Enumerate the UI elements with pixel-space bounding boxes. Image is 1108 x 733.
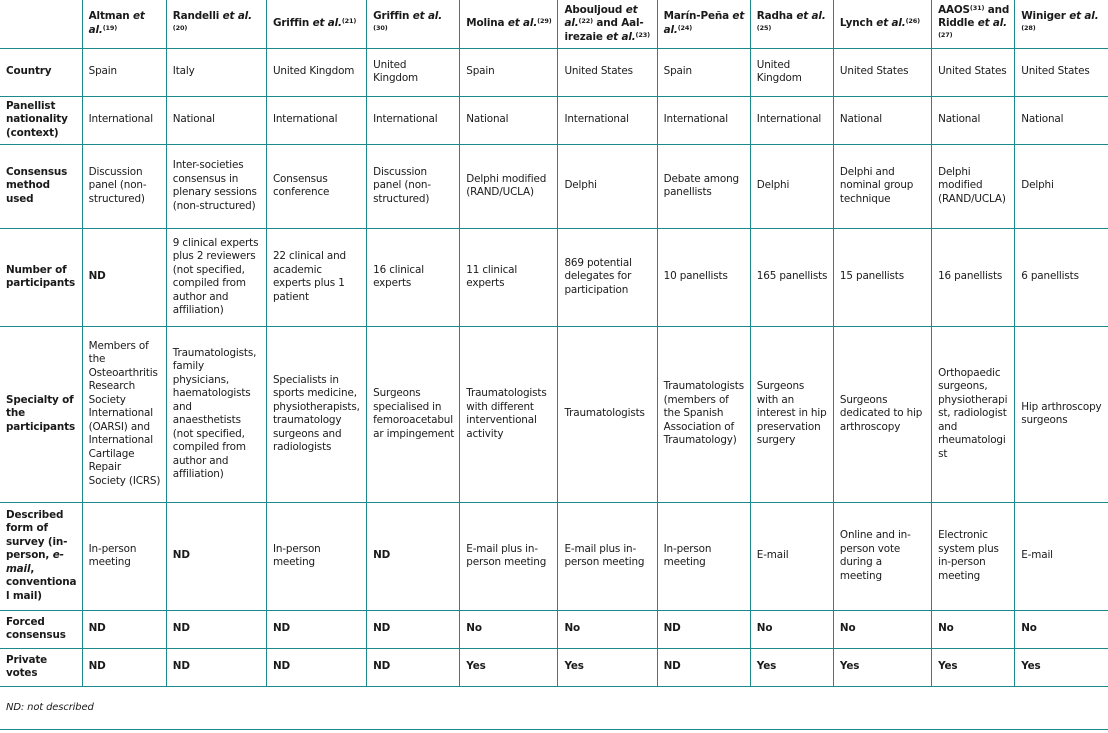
row-label: Private votes — [0, 648, 82, 686]
column-header: Radha et al.$^{(25)}$ — [750, 0, 833, 48]
header-row — [0, 0, 1108, 48]
cell: Surgeons specialised in femoroacetabular impingement — [367, 326, 460, 502]
cell: Discussion panel (non-structured) — [367, 144, 460, 228]
cell: Delphi and nominal group technique — [833, 144, 931, 228]
cell: Consensus conference — [266, 144, 366, 228]
cell: Delphi modified (RAND/UCLA) — [932, 144, 1015, 228]
cell: No — [833, 610, 931, 648]
row-label: Country — [0, 48, 82, 96]
row-panellist-nationality — [0, 96, 1108, 144]
cell: 6 panellists — [1015, 228, 1108, 326]
cell: United States — [558, 48, 657, 96]
cell: 9 clinical experts plus 2 reviewers (not specified, compiled from author and affiliation) — [166, 228, 266, 326]
corner-cell — [0, 0, 82, 48]
cell: Hip arthroscopy surgeons — [1015, 326, 1108, 502]
cell: ND — [82, 228, 166, 326]
column-header: Winiger et al.$^{(28)}$ — [1015, 0, 1108, 48]
cell: Spain — [657, 48, 750, 96]
cell: ND — [82, 610, 166, 648]
row-label: Specialty of the participants — [0, 326, 82, 502]
cell: 869 potential delegates for participation — [558, 228, 657, 326]
row-private-votes — [0, 648, 1108, 686]
cell: National — [460, 96, 558, 144]
column-header: Griffin et al.$^{(30)}$ — [367, 0, 460, 48]
cell: Traumatologists with different interventional activity — [460, 326, 558, 502]
cell: No — [558, 610, 657, 648]
row-forced-consensus — [0, 610, 1108, 648]
cell: 16 clinical experts — [367, 228, 460, 326]
cell: National — [1015, 96, 1108, 144]
cell: Spain — [460, 48, 558, 96]
cell: Italy — [166, 48, 266, 96]
cell: ND — [166, 648, 266, 686]
cell: 11 clinical experts — [460, 228, 558, 326]
column-header: Altman et al.$^{(19)}$ — [82, 0, 166, 48]
cell: 15 panellists — [833, 228, 931, 326]
row-label: Panellist nationality (context) — [0, 96, 82, 144]
row-label: Forced consensus — [0, 610, 82, 648]
row-label: Described form of survey (in-person, e-mail, conventional mail) — [0, 502, 82, 610]
cell: ND — [367, 648, 460, 686]
cell: ND — [367, 502, 460, 610]
cell: United States — [1015, 48, 1108, 96]
cell: ND — [657, 610, 750, 648]
cell: ND — [166, 502, 266, 610]
cell: Surgeons dedicated to hip arthroscopy — [833, 326, 931, 502]
table-footnote: ND: not described — [0, 686, 1108, 729]
cell: 22 clinical and academic experts plus 1 patient — [266, 228, 366, 326]
cell: Yes — [932, 648, 1015, 686]
cell: United States — [833, 48, 931, 96]
cell: E-mail — [1015, 502, 1108, 610]
cell: Debate among panellists — [657, 144, 750, 228]
cell: International — [367, 96, 460, 144]
cell: Inter-societies consensus in plenary sessions (non-structured) — [166, 144, 266, 228]
cell: Delphi — [750, 144, 833, 228]
cell: Delphi — [1015, 144, 1108, 228]
row-survey-form — [0, 502, 1108, 610]
cell: ND — [367, 610, 460, 648]
cell: Traumatologists — [558, 326, 657, 502]
cell: Yes — [1015, 648, 1108, 686]
cell: International — [266, 96, 366, 144]
cell: No — [932, 610, 1015, 648]
cell: National — [166, 96, 266, 144]
cell: United Kingdom — [750, 48, 833, 96]
cell: In-person meeting — [266, 502, 366, 610]
cell: Orthopaedic surgeons, physiotherapist, radiologist and rheumatologist — [932, 326, 1015, 502]
cell: Traumatologists, family physicians, haematologists and anaesthetists (not specified, compiled from author and affiliation) — [166, 326, 266, 502]
cell: ND — [266, 648, 366, 686]
row-number-of-participants — [0, 228, 1108, 326]
column-header: Randelli et al.$^{(20)}$ — [166, 0, 266, 48]
column-header: Molina et al.$^{(29)}$ — [460, 0, 558, 48]
cell: 165 panellists — [750, 228, 833, 326]
cell: 10 panellists — [657, 228, 750, 326]
column-header: Lynch et al.$^{(26)}$ — [833, 0, 931, 48]
cell: In-person meeting — [657, 502, 750, 610]
cell: Online and in-person vote during a meeting — [833, 502, 931, 610]
cell: National — [932, 96, 1015, 144]
cell: Members of the Osteoarthritis Research Society International (OARSI) and International Cartilage Repair Society (ICRS) — [82, 326, 166, 502]
cell: Surgeons with an interest in hip preservation surgery — [750, 326, 833, 502]
column-header: Griffin et al.$^{(21)}$ — [266, 0, 366, 48]
cell: International — [750, 96, 833, 144]
row-consensus-method — [0, 144, 1108, 228]
column-header: AAOS$^{(31)}$ and Riddle et al.$^{(27)}$ — [932, 0, 1015, 48]
cell: Traumatologists (members of the Spanish Association of Traumatology) — [657, 326, 750, 502]
cell: Spain — [82, 48, 166, 96]
column-header: Abouljoud et al.$^{(22)}$ and Aal-irezaie et al.$^{(23)}$ — [558, 0, 657, 48]
cell: ND — [266, 610, 366, 648]
cell: International — [657, 96, 750, 144]
cell: Electronic system plus in-person meeting — [932, 502, 1015, 610]
cell: 16 panellists — [932, 228, 1015, 326]
cell: Delphi — [558, 144, 657, 228]
cell: Discussion panel (non-structured) — [82, 144, 166, 228]
cell: E-mail plus in-person meeting — [460, 502, 558, 610]
cell: United Kingdom — [266, 48, 366, 96]
row-label: Number of participants — [0, 228, 82, 326]
cell: International — [558, 96, 657, 144]
column-header: Marín-Peña et al.$^{(24)}$ — [657, 0, 750, 48]
cell: United Kingdom — [367, 48, 460, 96]
cell: Yes — [460, 648, 558, 686]
cell: E-mail plus in-person meeting — [558, 502, 657, 610]
footnote-row — [0, 686, 1108, 729]
row-specialty — [0, 326, 1108, 502]
cell: No — [1015, 610, 1108, 648]
cell: In-person meeting — [82, 502, 166, 610]
cell: National — [833, 96, 931, 144]
cell: ND — [657, 648, 750, 686]
cell: Yes — [750, 648, 833, 686]
cell: No — [460, 610, 558, 648]
row-label: Consensus method used — [0, 144, 82, 228]
cell: E-mail — [750, 502, 833, 610]
cell: No — [750, 610, 833, 648]
cell: United States — [932, 48, 1015, 96]
cell: ND — [166, 610, 266, 648]
row-country — [0, 48, 1108, 96]
cell: Yes — [558, 648, 657, 686]
cell: Yes — [833, 648, 931, 686]
cell: Specialists in sports medicine, physiotherapists, traumatology surgeons and radiologists — [266, 326, 366, 502]
cell: Delphi modified (RAND/UCLA) — [460, 144, 558, 228]
cell: International — [82, 96, 166, 144]
cell: ND — [82, 648, 166, 686]
